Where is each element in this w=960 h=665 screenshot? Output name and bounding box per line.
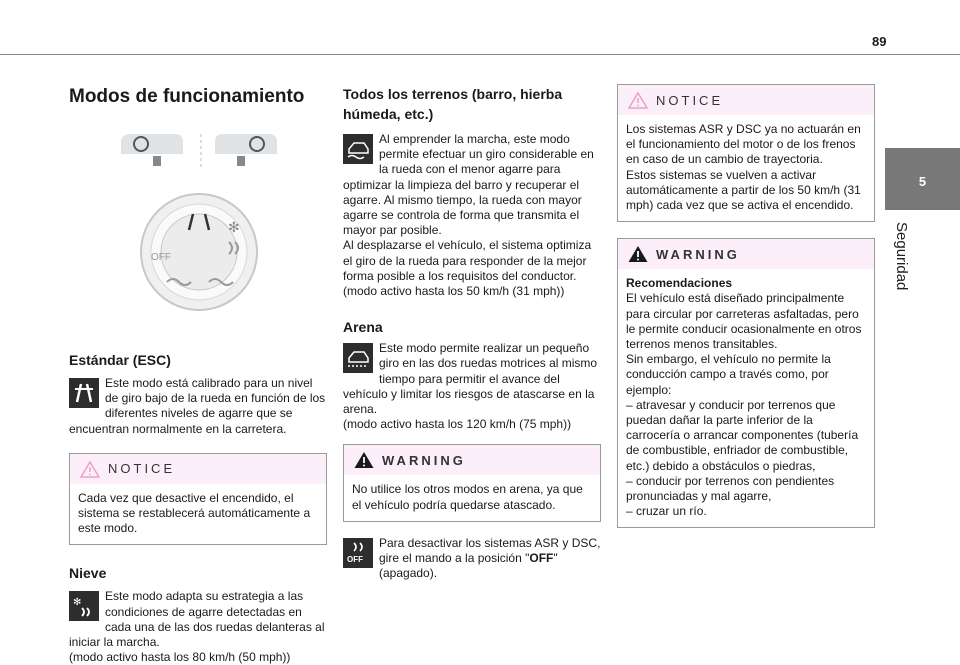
todos-section	[343, 132, 601, 299]
arena-section	[343, 341, 601, 432]
mode-selector-illustration	[111, 132, 291, 332]
todos-heading: Todos los terrenos (barro, hierba húmeda, etc.)	[343, 86, 563, 122]
snow-mode-icon	[69, 591, 99, 621]
chapter-number: 5	[918, 174, 927, 189]
dial-off-label: OFF	[151, 252, 171, 263]
chapter-tab[interactable]	[885, 148, 960, 210]
warning-header	[618, 239, 874, 269]
warning-list-item: – cruzar un río.	[626, 504, 707, 519]
svg-text:OFF: OFF	[347, 554, 363, 564]
warning-title: WARNING	[382, 452, 466, 468]
mode-dial-icon	[141, 194, 257, 310]
warning-header	[344, 445, 600, 475]
todos-text-1: Al emprender la marcha, este modo permite efectuar un giro considerable en la rueda con el menor agarre para optimizar la limpieza del barro y recuperar el agarre. Al mismo tiempo, la rueda con mayor agarre se controla de forma que transmita el mayor par posible.	[343, 132, 594, 238]
warning-box-1	[343, 444, 601, 521]
page-number: 89	[872, 34, 887, 49]
arena-heading: Arena	[343, 319, 383, 336]
todos-note: (modo activo hasta los 50 km/h (31 mph))	[343, 284, 565, 299]
column-1	[69, 70, 327, 665]
estandar-section	[69, 376, 327, 437]
warning-triangle-icon	[628, 245, 648, 263]
esc-off-icon	[343, 538, 373, 568]
notice-text-2: Estos sistemas se vuelven a activar automáticamente a partir de los 50 km/h (31 mph) cada vez que se activa el encendido.	[626, 167, 861, 213]
warning-triangle-icon	[628, 91, 648, 109]
nieve-heading: Nieve	[69, 565, 107, 582]
nieve-section	[69, 589, 327, 665]
estandar-text: Este modo está calibrado para un nivel de giro bajo de la rueda en función de los diferentes niveles de agarre que se encuentran normalmente en la carretera.	[69, 376, 326, 436]
mud-mode-icon	[343, 134, 373, 164]
warning-list-item: – conducir por terrenos con pendientes pronunciadas y mal agarre,	[626, 473, 835, 504]
estandar-heading: Estándar (ESC)	[69, 352, 171, 368]
arena-note: (modo activo hasta los 120 km/h (75 mph))	[343, 417, 572, 432]
warning-text: No utilice los otros modos en arena, ya que el vehículo podría quedarse atascado.	[352, 482, 583, 512]
svg-text:✻: ✻	[73, 597, 82, 609]
header-rule	[0, 54, 960, 55]
notice-header	[618, 85, 874, 115]
arena-text: Este modo permite realizar un pequeño giro en las dos ruedas motrices al mismo tiempo para permitir el avance del vehículo y limitar los riesgos de atascarse en la arena.	[343, 341, 598, 417]
dashboard-top-view-icon	[121, 134, 277, 170]
notice-box-1	[69, 453, 327, 546]
off-text: Para desactivar los sistemas ASR y DSC, gire el mando a la posición "OFF" (apagado).	[379, 535, 601, 581]
warning-text-1: El vehículo está diseñado principalmente para circular por carreteras asfaltadas, pero le permite conducir ocasionalmente en otros terrenos menos transitables.	[626, 291, 862, 352]
notice-header	[70, 454, 326, 484]
warning-title: WARNING	[656, 246, 740, 262]
notice-text-1: Los sistemas ASR y DSC ya no actuarán en el funcionamiento del motor o de los frenos en caso de un cambio de trayectoria.	[626, 122, 861, 167]
svg-text:✻: ✻	[228, 220, 240, 236]
todos-text-2: Al desplazarse el vehículo, el sistema optimiza el giro de la rueda para responder de la mejor forma posible a los requisitos del conductor.	[343, 238, 592, 283]
notice-box-2	[617, 84, 875, 222]
warning-box-2	[617, 238, 875, 528]
nieve-text: Este modo adapta su estrategia a las condiciones de agarre detectadas en cada una de las dos ruedas delanteras al iniciar la marcha.	[69, 589, 325, 650]
page-title: Modos de funcionamiento	[69, 86, 305, 107]
warning-triangle-icon	[80, 460, 100, 478]
notice-text: Cada vez que desactive el encendido, el sistema se restablecerá automáticamente a este modo.	[78, 490, 311, 536]
notice-title: NOTICE	[108, 461, 176, 477]
sand-mode-icon	[343, 343, 373, 373]
warning-triangle-icon	[354, 451, 374, 469]
column-2	[343, 70, 601, 581]
column-3	[617, 70, 875, 528]
nieve-note: (modo activo hasta los 80 km/h (50 mph))	[69, 650, 291, 665]
standard-mode-icon	[69, 378, 99, 408]
warning-subheading: Recomendaciones	[626, 276, 733, 291]
chapter-label: Seguridad	[893, 222, 910, 291]
warning-list-item: – atravesar y conducir por terrenos que puedan dañar la parte inferior de la carrocería o arrancar componentes (tubería de combustible, enfriador de combustible, etc.) debido a obstáculos o piedras,	[626, 397, 859, 473]
notice-title: NOTICE	[656, 92, 724, 108]
off-section	[343, 536, 601, 582]
warning-text-2: Sin embargo, el vehículo no permite la conducción campo a través como, por ejemplo:	[626, 352, 831, 397]
